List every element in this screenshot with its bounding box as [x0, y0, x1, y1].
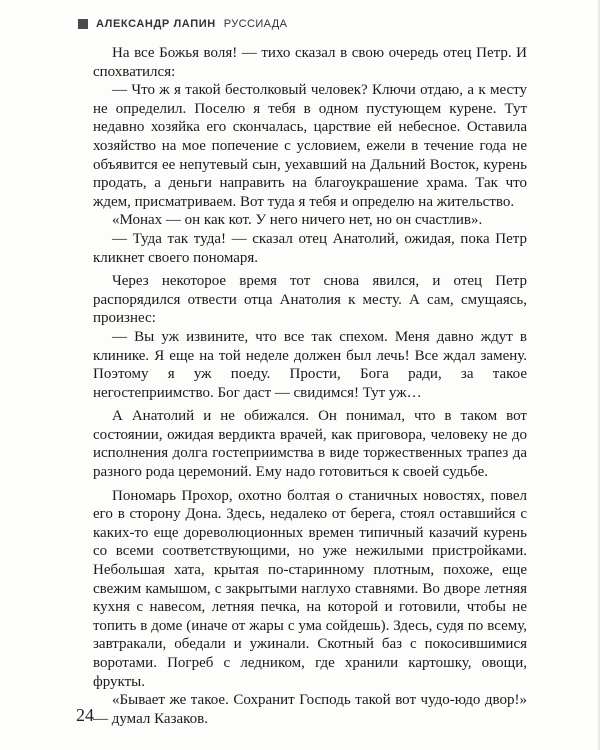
paragraph: — Туда так туда! — сказал отец Анатолий, ожидая, пока Петр кликнет своего пономаря.: [93, 230, 527, 266]
paragraph: На все Божья воля! — тихо сказал в свою очередь отец Петр. И спохватился:: [93, 45, 527, 80]
page-number: 24: [76, 705, 94, 725]
running-header: [78, 18, 287, 30]
paragraph: А Анатолий и не обижался. Он понимал, что в таком вот состоянии, ожидая вердикта врачей, как приговора, человеку не до исполнения долга гостеприимства в виде торжественных трапез да разного рода церемоний. Ему надо готовиться к своей судьбе.: [93, 408, 527, 481]
paragraph: «Монах — он как кот. У него ничего нет, но он счастлив».: [112, 212, 483, 229]
body-text: [93, 44, 527, 728]
header-book-title: РУССИАДА: [223, 18, 288, 30]
paragraph: Пономарь Прохор, охотно болтая о станичных новостях, повел его в сторону Дона. Здесь, недалеко от берега, стоял оставшийся с каких-то еще дореволюционных времен типичный казачий курень со всеми соответствующими, но уже нежилыми пристройками. Небольшая хата, крытая по-старинному плотным, похоже, еще свежим камышом, с закрытыми наглухо ставнями. Во дворе летняя кухня с навесом, летняя печка, на которой и готовили, чтобы не топить в доме (иначе от жары с ума сойдешь). Здесь, судя по всему, завтракали, обедали и ужинали. Скотный баз с покосившимися воротами. Погреб с ледником, где хранили картошку, овощи, фрукты.: [93, 487, 527, 690]
paragraph: — Вы уж извините, что все так спехом. Меня давно ждут в клинике. Я еще на той неделе должен был лечь! Все ждал замену. Поэтому я уж поеду. Прости, Бога ради, за такое негостеприимство. Бог даст — свидимся! Тут уж…: [93, 328, 527, 401]
header-author: АЛЕКСАНДР ЛАПИН: [96, 18, 216, 30]
header-marker-square: [78, 19, 88, 29]
paragraph: Через некоторое время тот снова явился, и отец Петр распорядился отвести отца Анатолия к месту. А сам, смущаясь, произнес:: [93, 273, 527, 327]
paragraph: «Бывает же такое. Сохранит Господь такой вот чудо-юдо двор!» — думал Казаков.: [93, 692, 527, 727]
paragraph: — Что ж я такой бестолковый человек? Ключи отдаю, а к месту не определил. Поселю я тебя в одном пустующем курене. Тут недавно хозяйка его скончалась, царствие ей небесное. Оставила хозяйство на мое попечение с условием, ежели в течение года не объявится ее непутевый сын, уехавший на Дальний Восток, курень продать, а деньги направить на благоукрашение храма. Так что ждем, присматриваем. Вот туда я тебя и определю на жительство.: [93, 82, 527, 210]
